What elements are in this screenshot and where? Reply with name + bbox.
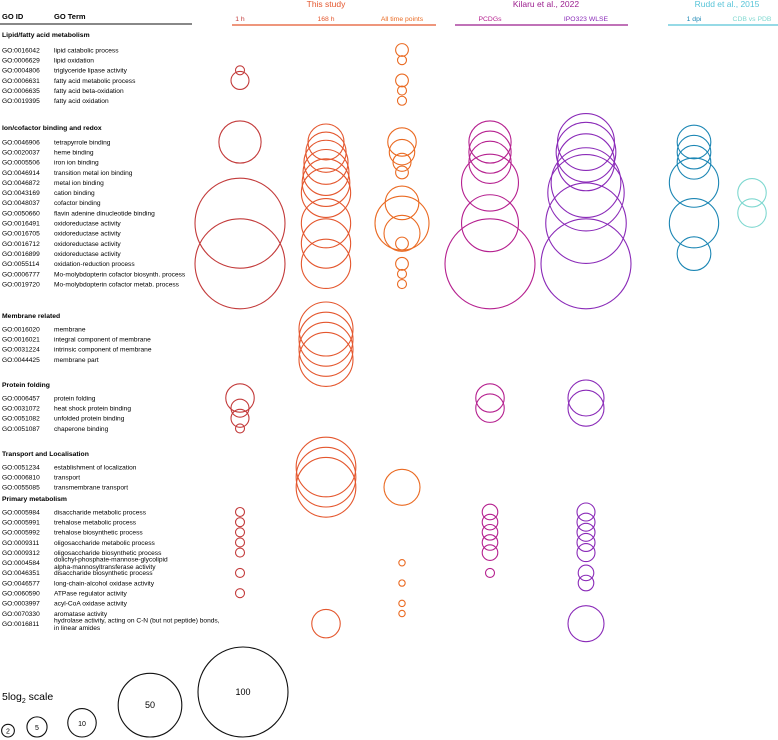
bubble [219,121,261,163]
go-term: oligosaccharide biosynthetic process [54,549,162,557]
go-term: Mo-molybdopterin cofactor metab. process [54,281,179,289]
go-id: GO:0051234 [2,464,40,472]
go-id: GO:0005992 [2,529,40,537]
bubble [738,199,766,227]
column-label: 1 h [235,16,245,23]
go-term: integral component of membrane [54,336,151,344]
bubble [677,145,711,179]
bubble [231,399,249,417]
group-title: Kilaru et al., 2022 [512,0,580,9]
bubble [301,239,350,288]
go-term-line: in linear amides [54,624,101,632]
go-term-line: dolichyl-phosphate-mannose-glycolipid [54,556,168,564]
bubble [568,606,604,642]
bubbles [195,44,766,642]
go-term: oxidoreductase activity [54,230,121,238]
bubble [296,447,356,507]
bubble [577,503,595,521]
go-id: GO:0055085 [2,484,40,492]
bubble [577,533,595,551]
bubble [677,125,711,159]
go-id: GO:0016020 [2,326,40,334]
column-label: 1 dpi [686,16,702,23]
bubble [375,196,429,250]
column-label: IPO323 WLSE [563,16,609,23]
bubble [398,86,407,95]
go-id: GO:0006635 [2,87,40,95]
go-term: fatty acid beta-oxidation [54,87,124,95]
go-id: GO:0046351 [2,570,40,578]
go-id: GO:0009312 [2,549,40,557]
bubble [195,219,285,309]
bubble [578,575,594,591]
size-scale-legend [2,647,288,737]
go-id: GO:0043169 [2,190,40,198]
go-term: transition metal ion binding [54,169,133,177]
bubble [396,166,409,179]
go-term: cation binding [54,190,95,198]
bubble [482,535,498,551]
go-id: GO:0016021 [2,336,40,344]
go-id: GO:0016042 [2,47,40,55]
bubble [308,124,344,160]
bubble [677,237,711,271]
bubble [385,186,419,220]
go-term: oxidoreductase activity [54,250,121,258]
scale-label: 10 [78,720,86,728]
go-term: unfolded protein binding [54,415,125,423]
bubble [236,589,245,598]
bubble [299,312,353,366]
section-title: Protein folding [2,382,50,389]
bubble [302,159,350,207]
go-term: heat shock protein binding [54,405,131,413]
section-title: Lipid/fatty acid metabolism [2,32,90,39]
go-term: iron ion binding [54,159,99,167]
scale-label: 100 [235,687,251,697]
bubble [299,322,353,376]
go-id: GO:0031224 [2,346,40,354]
bubble [299,302,353,356]
column-label: All time points [380,16,424,23]
go-id: GO:0051087 [2,425,40,433]
go-id: GO:0019395 [2,98,40,106]
scale-label: 2 [6,728,10,736]
go-term [54,617,220,632]
go-term: oxidoreductase activity [54,240,121,248]
bubble [396,74,409,87]
bubble [296,437,356,497]
bubble [482,545,498,561]
go-id: GO:0046872 [2,179,40,187]
go-id: GO:0006777 [2,271,40,279]
go-term: establishment of localization [54,464,137,472]
bubble [301,168,350,217]
bubble [236,518,245,527]
go-term: chaperone binding [54,425,109,433]
go-term: heme binding [54,149,94,157]
go-id: GO:0055114 [2,261,40,269]
go-term [54,557,168,572]
go-id: GO:0019720 [2,281,40,289]
go-term: aromatase activity [54,610,108,618]
go-term: fatty acid metabolic process [54,77,136,85]
bubble [399,600,405,606]
go-term: disaccharide biosynthetic process [54,570,153,578]
go-id: GO:0005506 [2,159,40,167]
go-id: GO:0016899 [2,250,40,258]
go-id: GO:0031072 [2,405,40,413]
go-term: membrane [54,326,86,334]
go-term: transmembrane transport [54,484,129,492]
bubble [306,132,346,172]
bubble [669,199,718,248]
go-id: GO:0003997 [2,600,40,608]
go-term: metal ion binding [54,179,104,187]
go-id: GO:0048037 [2,200,40,208]
bubble [236,538,245,547]
bubble [399,610,405,616]
bubble [445,219,535,309]
go-term-line: hydrolase activity, acting on C-N (but not peptide) bonds, [54,617,220,625]
bubble [231,71,249,89]
bubble [568,390,604,426]
scale-subscript: 2 [21,698,26,705]
group-title: This study [306,0,346,9]
bubble [236,528,245,537]
bubble [388,128,416,156]
bubble [399,580,405,586]
go-id: GO:0006810 [2,474,40,482]
go-term: fatty acid oxidation [54,98,109,106]
go-id: GO:0060590 [2,590,40,598]
bubble [384,215,420,251]
go-term: lipid oxidation [54,57,94,65]
bubble [556,122,616,182]
bubble [577,523,595,541]
bubble [396,257,409,270]
go-term: protein folding [54,395,96,403]
go-id: GO:0046914 [2,169,40,177]
bubble [398,56,407,65]
go-term: long-chain-alcohol oxidase activity [54,580,155,588]
go-term: trehalose metabolic process [54,519,137,527]
bubble [486,568,495,577]
go-id: GO:0005991 [2,519,40,527]
column-headers [0,0,778,25]
bubble [396,44,409,57]
bubble [577,513,595,531]
go-term: Mo-molybdopterin cofactor biosynth. process [54,271,186,279]
column-label: CDB vs PDB [732,16,772,23]
row-labels [2,32,220,632]
go-id: GO:0004806 [2,67,40,75]
go-id: GO:0006457 [2,395,40,403]
bubble [304,140,348,184]
go-id: GO:0016705 [2,230,40,238]
go-term: triglyceride lipase activity [54,67,127,75]
go-term: cofactor binding [54,200,101,208]
go-id: GO:0016491 [2,220,40,228]
bubble [677,135,711,169]
bubble [482,514,498,530]
bubble [236,424,245,433]
bubble [399,560,405,566]
bubble [469,121,511,163]
scale-title: $5\log_2$ scale [2,691,54,705]
group-title: Rudd et al., 2015 [694,0,760,9]
go-id-header: GO ID [2,12,24,21]
bubble [195,178,285,268]
go-term: tetrapyrrole binding [54,139,111,147]
go-term: membrane part [54,356,99,364]
bubble [396,237,409,250]
go-term: oxidoreductase activity [54,220,121,228]
go-id: GO:0016811 [2,620,40,628]
go-term: flavin adenine dinucleotide binding [54,210,155,218]
bubble [296,457,356,517]
go-term: oxidation-reduction process [54,261,135,269]
go-id: GO:0044425 [2,356,40,364]
bubble [398,269,407,278]
go-term: intrinsic component of membrane [54,346,152,354]
go-id: GO:0006629 [2,57,40,65]
bubble [236,508,245,517]
go-id: GO:0050660 [2,210,40,218]
go-term-line: alpha-mannosyltransferase activity [54,564,156,572]
bubble [546,183,626,263]
bubble [301,219,350,268]
bubble [236,548,245,557]
go-term: lipid catabolic process [54,47,119,55]
go-term: transport [54,474,81,482]
go-id: GO:0020037 [2,149,40,157]
column-label: 168 h [317,16,335,23]
bubble [312,609,340,637]
bubble [236,568,245,577]
bubble [578,565,594,581]
go-term: oligosaccharide metabolic process [54,539,155,547]
scale-label: 5 [35,724,39,732]
bubble [669,158,718,207]
go-term-header: GO Term [54,12,86,21]
scale-label: 50 [144,700,156,711]
bubble [299,332,353,386]
column-label: PCDGs [478,16,502,23]
bubble [577,544,595,562]
section-title: Ion/cofactor binding and redox [2,125,102,132]
bubble [482,525,498,541]
bubble [236,66,245,75]
go-id: GO:0046906 [2,139,40,147]
bubble [482,504,498,520]
go-id: GO:0006631 [2,77,40,85]
bubble [398,96,407,105]
go-id: GO:0016712 [2,240,40,248]
bubble [469,131,511,173]
bubble [226,384,254,412]
go-term: trehalose biosynthetic process [54,529,143,537]
go-term: disaccharide metabolic process [54,509,146,517]
go-term: acyl-CoA oxidase activity [54,600,127,608]
go-id: GO:0070330 [2,610,40,618]
go-id: GO:0004584 [2,560,40,568]
section-title: Transport and Localisation [2,451,89,458]
go-term: ATPase regulator activity [54,590,127,598]
section-title: Membrane related [2,313,61,320]
go-id: GO:0005984 [2,509,40,517]
section-title: Primary metabolism [2,496,67,503]
go-id: GO:0046577 [2,580,40,588]
bubble [469,141,511,183]
bubble [568,380,604,416]
scale-suffix: scale [25,691,54,703]
bubble [398,280,407,289]
go-id: GO:0051082 [2,415,40,423]
bubble [384,469,420,505]
go-id: GO:0009311 [2,539,40,547]
